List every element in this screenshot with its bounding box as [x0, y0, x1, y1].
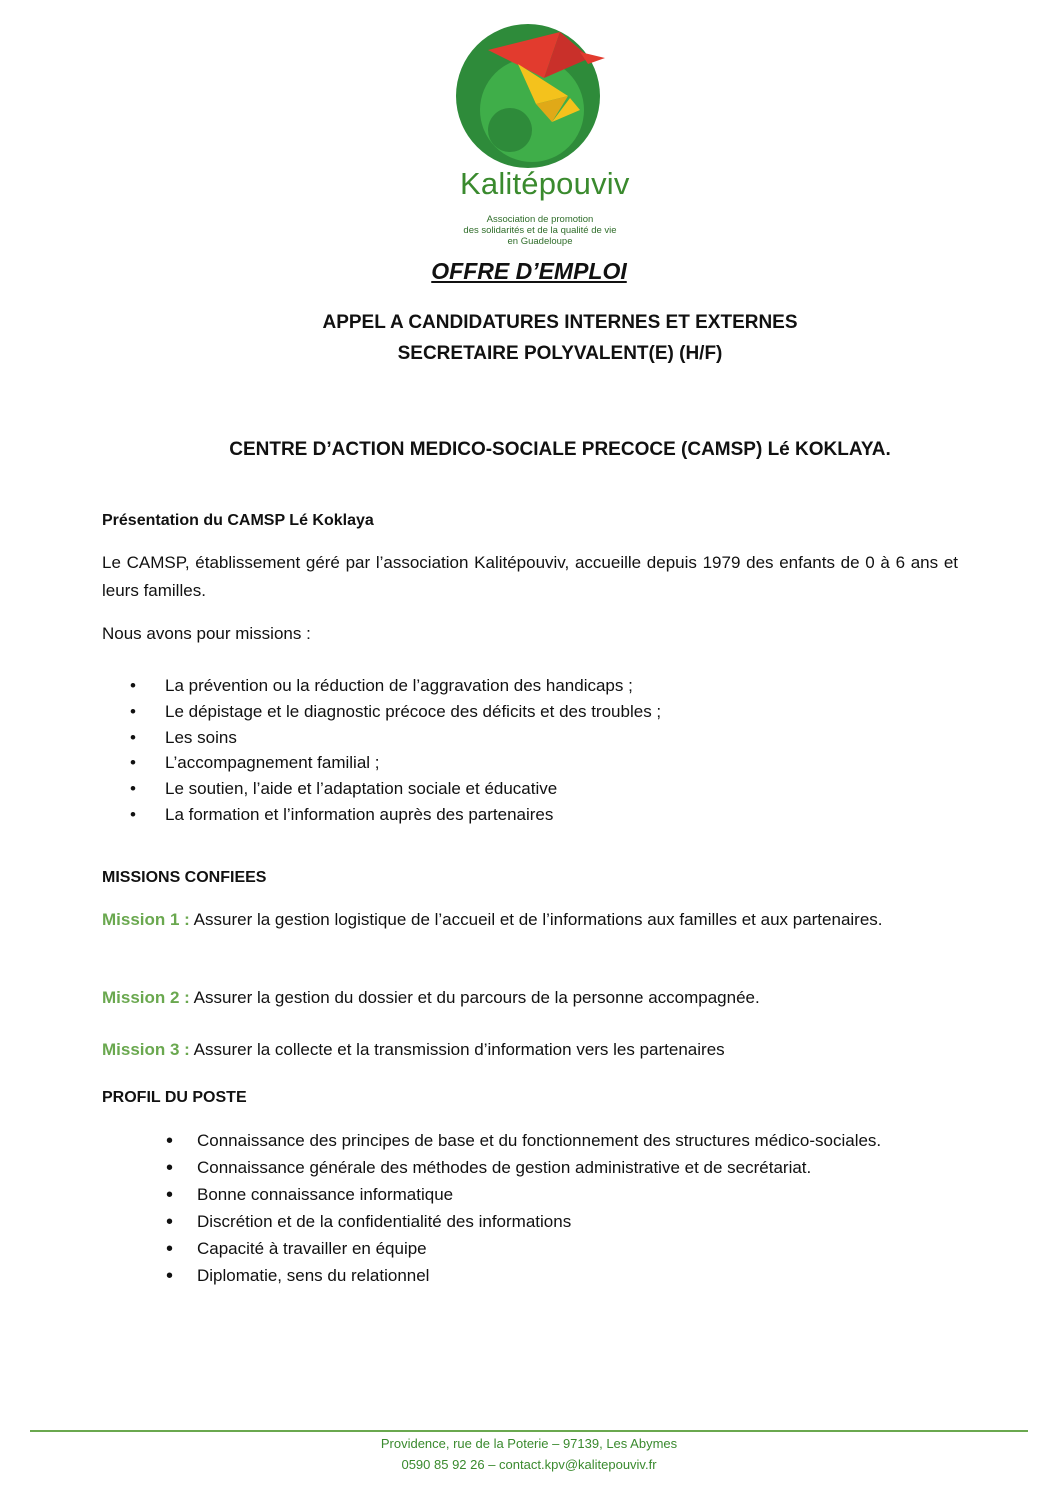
subtitle-line-2: SECRETAIRE POLYVALENT(E) (H/F)	[397, 343, 723, 364]
footer-divider	[30, 1430, 1028, 1432]
tagline-line: des solidarités et de la qualité de vie	[463, 225, 617, 236]
tagline-line: en Guadeloupe	[507, 236, 573, 247]
footer-address: Providence, rue de la Poterie – 97139, Les Abymes	[380, 1436, 678, 1451]
list-item: • La prévention ou la réduction de l’aggravation des handicaps ;	[130, 673, 930, 699]
mission-text: Assurer la gestion logistique de l’accueil et de l’informations aux familles et aux partenaires.	[193, 910, 883, 929]
missions-confiees-heading: MISSIONS CONFIEES	[102, 869, 267, 886]
mission-label: Mission 1 :	[102, 910, 190, 929]
mission-text: Assurer la collecte et la transmission d’information vers les partenaires	[193, 1040, 725, 1059]
presentation-heading: Présentation du CAMSP Lé Koklaya	[102, 512, 374, 529]
list-item: • Discrétion et de la confidentialité des informations	[166, 1209, 958, 1235]
mission-label: Mission 3 :	[102, 1040, 190, 1059]
missions-list	[130, 673, 930, 828]
page-title: OFFRE D’EMPLOI	[431, 258, 627, 284]
mission-item	[102, 1036, 958, 1064]
list-item: • Capacité à travailler en équipe	[166, 1236, 958, 1262]
list-item: • Diplomatie, sens du relationnel	[166, 1263, 958, 1289]
list-item: • L’accompagnement familial ;	[130, 750, 930, 776]
mission-text: Assurer la gestion du dossier et du parcours de la personne accompagnée.	[193, 988, 760, 1007]
mission-item	[102, 906, 958, 934]
list-item: • La formation et l’information auprès des partenaires	[130, 802, 930, 828]
profil-list	[166, 1128, 958, 1290]
list-item: • Le soutien, l’aide et l’adaptation sociale et éducative	[130, 776, 930, 802]
presentation-paragraph: Le CAMSP, établissement géré par l’association Kalitépouviv, accueille depuis 1979 des enfants de 0 à 6 ans et leurs familles.	[102, 553, 958, 600]
logo-tagline	[440, 214, 640, 247]
list-item: • Connaissance générale des méthodes de gestion administrative et de secrétariat.	[166, 1155, 958, 1181]
profil-heading: PROFIL DU POSTE	[102, 1089, 247, 1106]
logo-name: Kalitépouviv	[460, 166, 630, 201]
center-name: CENTRE D’ACTION MEDICO-SOCIALE PRECOCE (CAMSP) Lé KOKLAYA.	[229, 439, 891, 460]
association-logo	[440, 18, 630, 258]
list-item: • Les soins	[130, 725, 930, 751]
missions-intro: Nous avons pour missions :	[102, 624, 311, 643]
footer-contact: 0590 85 92 26 – contact.kpv@kalitepouviv.fr	[401, 1457, 657, 1472]
bird-emblem-icon	[440, 18, 620, 168]
tagline-line: Association de promotion	[486, 214, 594, 225]
list-item: • Bonne connaissance informatique	[166, 1182, 958, 1208]
list-item: • Le dépistage et le diagnostic précoce des déficits et des troubles ;	[130, 699, 930, 725]
list-item: • Connaissance des principes de base et du fonctionnement des structures médico-sociales.	[166, 1128, 958, 1154]
mission-item	[102, 984, 958, 1012]
subtitle-line-1: APPEL A CANDIDATURES INTERNES ET EXTERNES	[322, 312, 798, 333]
mission-label: Mission 2 :	[102, 988, 190, 1007]
